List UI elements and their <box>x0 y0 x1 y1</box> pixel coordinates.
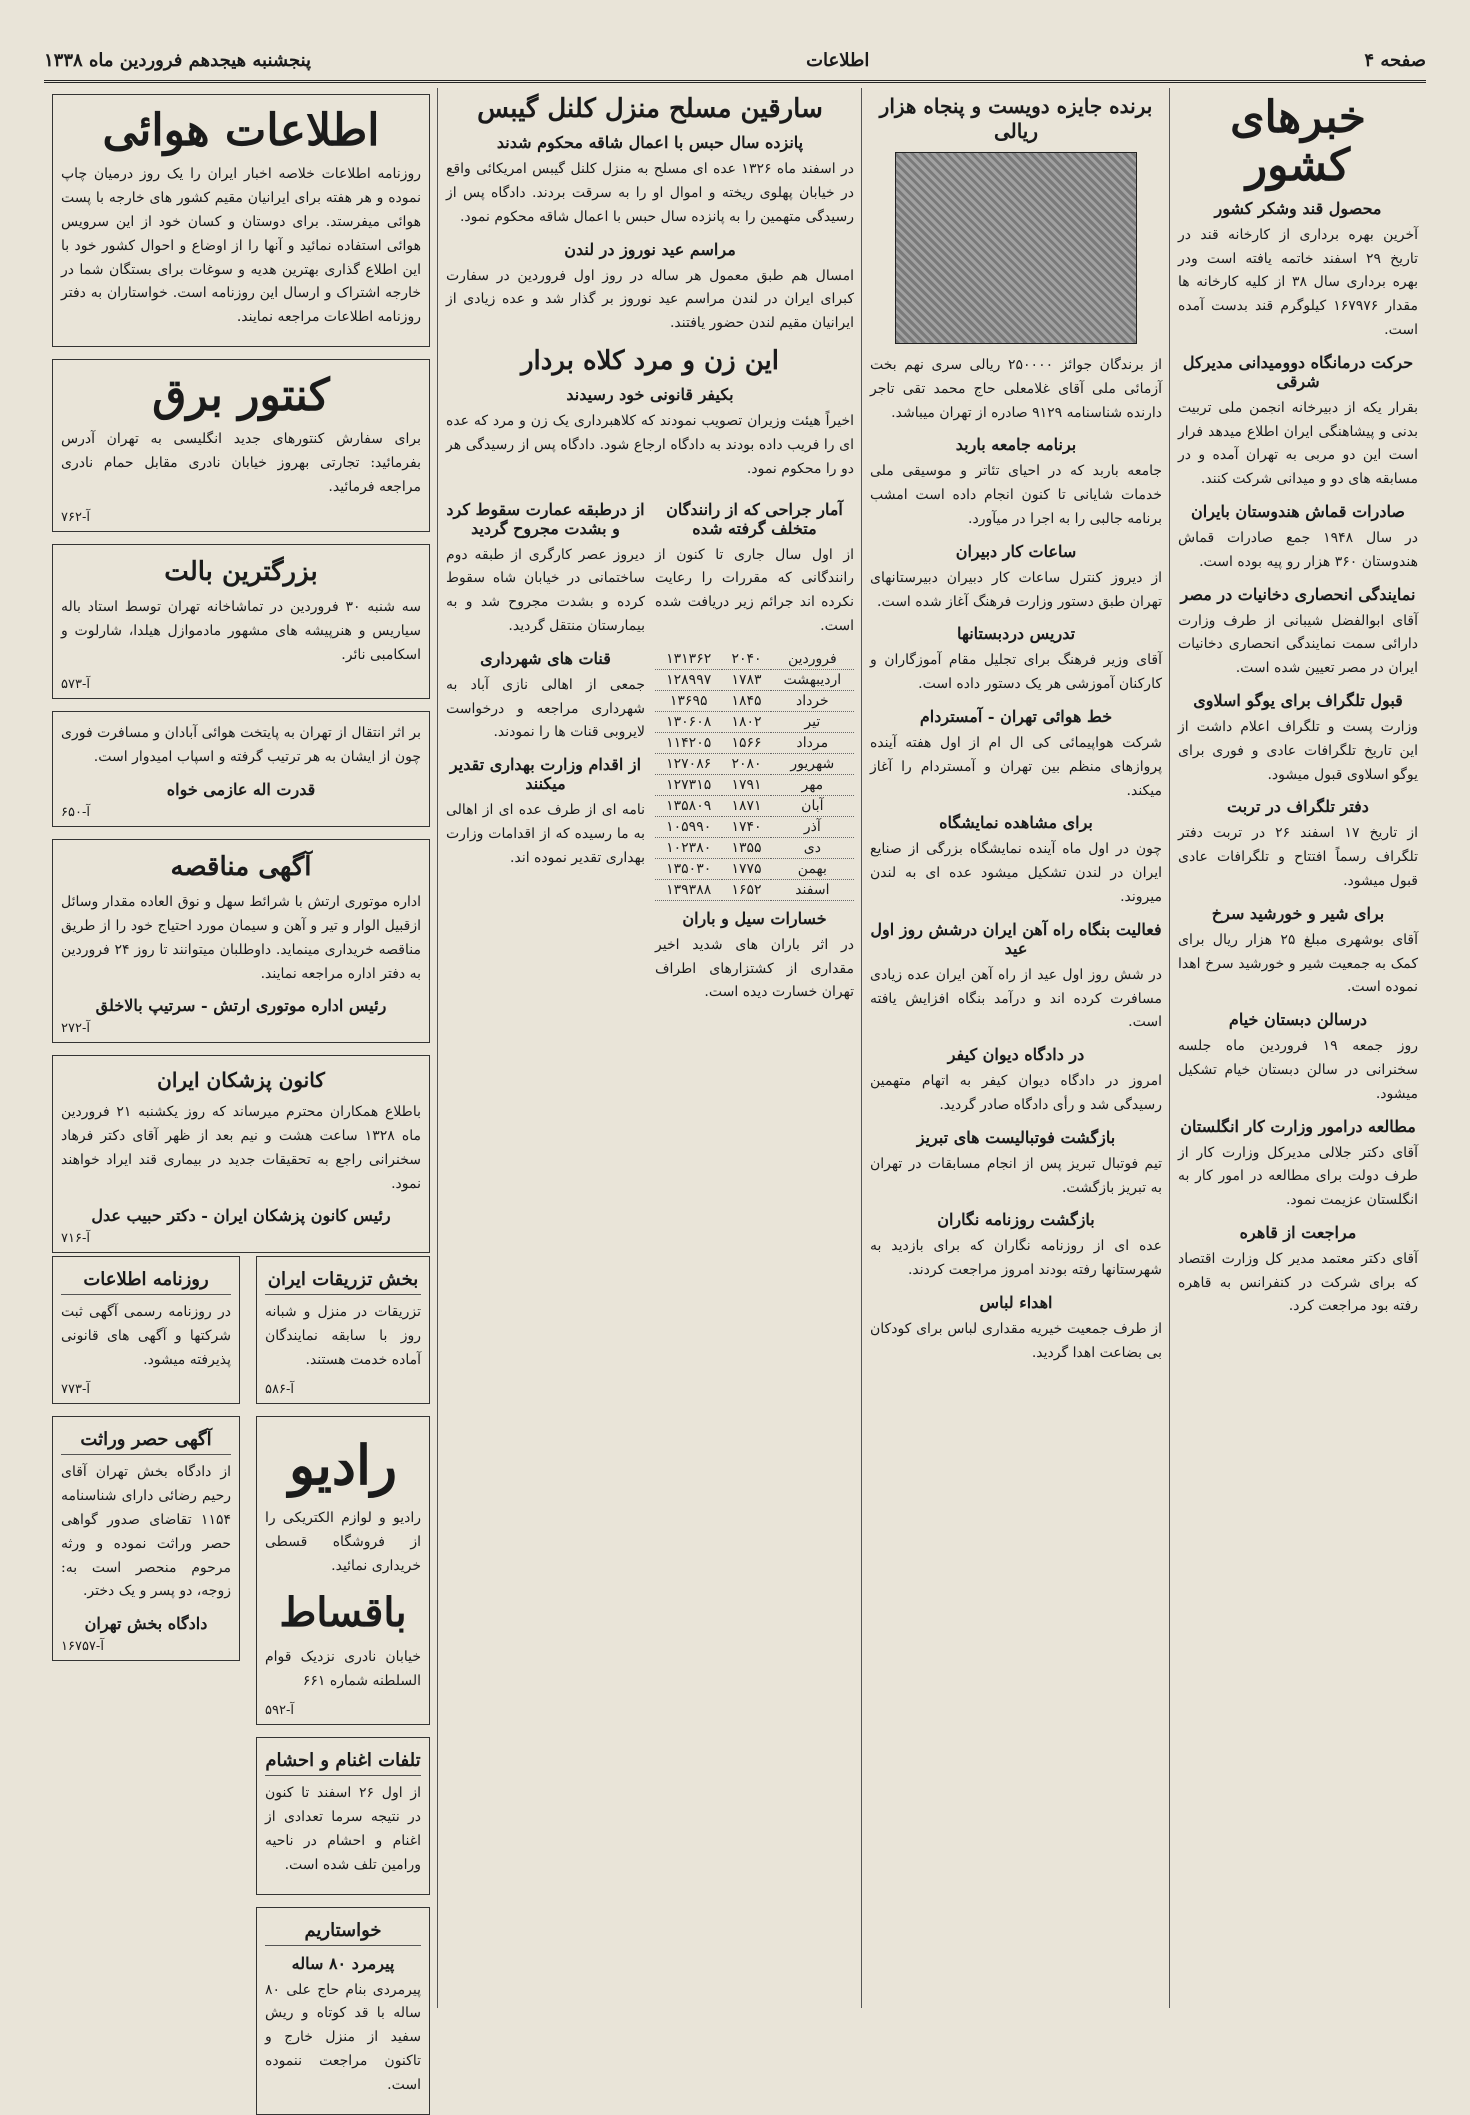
table-cell-amount: ۱۰۵۹۹۰ <box>655 816 722 837</box>
injection-ad <box>256 1256 430 1404</box>
news-heading: دفتر تلگراف در تربت <box>1227 797 1369 817</box>
nowruz-title: مراسم عید نوروز در لندن <box>564 239 736 259</box>
news-item <box>1178 904 1418 1000</box>
news-text: آخرین بهره برداری از کارخانه قند در تاریخ ۲۹ اسفند خاتمه یافته است ودر بهره برداری سال ۳۸ از کلیه کارخانه ها مقدار ۱۶۷۹۷۶ کیلوگرم قند بدست آمده است. <box>1178 226 1419 338</box>
fines-table <box>655 649 854 901</box>
flood-text: در اثر باران های شدید اخیر مقداری از کشتزارهای اطراف تهران خسارت دیده است. <box>655 936 854 1001</box>
injection-text: تزریقات در منزل و شبانه روز با سابقه نمایندگان آماده خدمت هستند. <box>265 1304 421 1368</box>
radio-brand: باقساط <box>279 1588 407 1636</box>
table-cell-count: ۱۳۵۵ <box>722 837 770 858</box>
news-text: آقای دکتر جلالی مدیرکل وزارت کار از طرف دولت برای مطالعه در امور کار به انگلستان عزیمت نمود. <box>1178 1144 1418 1209</box>
table-cell-amount: ۱۲۷۰۸۶ <box>655 753 722 774</box>
news-item <box>1178 199 1418 343</box>
table-cell-amount: ۱۳۱۳۶۲ <box>655 649 722 670</box>
journalists-text: عده ای از روزنامه نگاران که برای بازدید به شهرستانها رفته بودند امروز مراجعت کردند. <box>870 1238 1162 1279</box>
tender-title: آگهی مناقصه <box>170 851 312 882</box>
meter-ad <box>52 359 430 532</box>
building-section <box>446 492 645 1016</box>
health-text: نامه ای از طرف عده ای از اهالی به ما رسیده که از اقدامات وزارت بهداری تقدیر نموده اند. <box>446 802 645 866</box>
table-cell-month: مرداد <box>771 732 854 753</box>
doctors-sign: رئیس کانون پزشکان ایران - دکتر حبیب عدل <box>91 1206 391 1226</box>
table-cell-month: شهریور <box>771 753 854 774</box>
masthead <box>44 40 1426 83</box>
news-column <box>1170 88 1426 2008</box>
farewell-code: آ-۶۵۰ <box>61 804 90 820</box>
teaching-text: آقای وزیر فرهنگ برای تجلیل مقام آموزگاران و کارکنان آموزشی هر یک دستور داده است. <box>870 652 1162 693</box>
ballet-ad <box>52 544 430 700</box>
table-cell-count: ۱۶۵۲ <box>722 879 770 900</box>
hours-text: از دیروز کنترل ساعات کار دبیران دبیرستانهای تهران طبق دستور وزارت فرهنگ آغاز شده است. <box>870 569 1162 610</box>
tender-text: اداره موتوری ارتش با شرائط سهل و نوق العاده مقدار وسائل ازقبیل الوار و تیر و آهن و سیمان مورد احتیاج خود را از طریق مناقصه خریداری مینماید. داوطلبان میتوانند تا روز ۲۴ فروردین به دفتر اداره مراجعه نمایند. <box>61 894 421 982</box>
building-text: دیروز عصر کارگری از طبقه دوم ساختمانی در خیابان شاه سقوط کرده و بشدت مجروح شد و به بیمارستان منتقل گردید. <box>446 546 645 634</box>
nowruz-text: امسال هم طبق معمول هر ساله در روز اول فروردین در سفارت کبرای ایران در لندن مراسم عید نوروز بر گذار شد و عده زیادی از ایرانیان مقیم لندن حضور یافتند. <box>446 267 854 332</box>
clothes-text: از طرف جمعیت خیریه مقداری لباس برای کودکان بی بضاعت اهدا گردید. <box>870 1320 1162 1361</box>
news-item <box>1178 691 1418 787</box>
winner-photo <box>895 152 1137 344</box>
newspaper-ad-title: روزنامه اطلاعات <box>61 1269 231 1295</box>
court-text: امروز در دادگاه دیوان کیفر به اتهام متهمین رسیدگی شد و رأی دادگاه صادر گردید. <box>870 1073 1162 1113</box>
municipal-text: جمعی از اهالی نازی آباد به شهرداری مراجعه و درخواست لایروبی قنات ها را نمودند. <box>446 676 645 741</box>
exhibit-title: برای مشاهده نمایشگاه <box>939 813 1093 833</box>
news-text: بقرار یکه از دبیرخانه انجمن ملی تربیت بدنی و پیشاهنگی ایران اطلاع میدهد فرار است این دو مربی به تهران آمده و در مسابقه های دو و میدانی شرکت کنند. <box>1178 399 1418 488</box>
table-cell-month: آذر <box>771 816 854 837</box>
injection-code: آ-۵۸۶ <box>265 1382 294 1398</box>
table-cell-count: ۱۵۶۶ <box>722 732 770 753</box>
fraud-text: اخیراً هیئت وزیران تصویب نمودند که کلاهبرداری یک زن و مرد که عده ای را فریب داده بودند به دادگاه ارجاع شود. دادگاه پس از رسیدگی هر دو را محکوم نمود. <box>446 413 854 477</box>
missing-title: خواستاریم <box>265 1920 421 1946</box>
table-cell-month: خرداد <box>771 690 854 711</box>
news-text: آقای بوشهری مبلغ ۲۵ هزار ریال برای کمک به جمعیت شیر و خورشید سرخ اهدا نموده است. <box>1178 931 1419 996</box>
radio-address: خیابان نادری نزدیک قوام السلطنه شماره ۶۶۱ <box>265 1648 421 1689</box>
column-two <box>862 88 1170 2008</box>
fraud-subtitle: بکیفر قانونی خود رسیدند <box>566 385 734 405</box>
ads-column <box>44 88 438 1248</box>
news-text: آقای دکتر معتمد مدیر کل وزارت اقتصاد که برای شرکت در کنفرانس به قاهره رفته بود مراجعت کرد. <box>1178 1250 1418 1315</box>
radio-ad <box>256 1416 430 1725</box>
doctors-title: کانون پزشکان ایران <box>157 1068 325 1093</box>
table-cell-amount: ۱۳۵۰۳۰ <box>655 858 722 879</box>
news-heading: محصول قند وشکر کشور <box>1214 198 1382 218</box>
news-item <box>1178 585 1418 681</box>
air-info-text: روزنامه اطلاعات خلاصه اخبار ایران را یک روز درمیان چاپ نموده و هر هفته برای ایرانیان مقیم کشور های خارجه با پست هوائی میفرستد. برای دوستان و کسان خود از این سرویس هوائی استفاده نمائید و آنها را از اوضاع و احوال کشور خود با این اطلاع گذاری بهترین هدیه و سوغات برای بستگان شما در خارجه اشتراک و ارسال این روزنامه است. خواستاران به دفتر روزنامه اطلاعات مراجعه نمایند. <box>61 166 421 326</box>
news-item <box>1178 797 1418 893</box>
railway-text: در شش روز اول عید از راه آهن ایران عده زیادی مسافرت کرده اند و درآمد بنگاه افزایش یافته است. <box>870 966 1162 1031</box>
table-cell-amount: ۱۳۶۹۵ <box>655 690 722 711</box>
livestock-text: از اول ۲۶ اسفند تا کنون در نتیجه سرما تعدادی از اغنام و احشام در ناحیه ورامین تلف شده است. <box>265 1785 422 1873</box>
farewell-notice <box>52 711 430 827</box>
missing-text: پیرمردی بنام حاج علی ۸۰ ساله با قد کوتاه و ریش سفید از منزل خارج و تاکنون مراجعت ننموده است. <box>265 1981 421 2093</box>
table-cell-month: اسفند <box>771 879 854 900</box>
news-heading: مراجعت از قاهره <box>1239 1222 1357 1242</box>
table-cell-count: ۱۷۸۳ <box>722 669 770 690</box>
tabriz-title: بازگشت فوتبالیست های تبریز <box>916 1127 1116 1147</box>
bottom-left-a <box>248 1250 438 2093</box>
news-heading: صادرات قماش هندوستان بایران <box>1191 501 1405 521</box>
radio-text: رادیو و لوازم الکتریکی را از فروشگاه قسطی خریداری نمائید. <box>265 1510 421 1574</box>
table-cell-amount: ۱۰۲۳۸۰ <box>655 837 722 858</box>
inheritance-text: از دادگاه بخش تهران آقای رحیم رضائی دارای شناسنامه ۱۱۵۴ تقاضای صدور گواهی حصر وراثت نموده و ورثه مرحوم منحصر است به: زوجه، دو پسر و یک دختر. <box>61 1464 231 1600</box>
missing-subtitle: پیرمرد ۸۰ ساله <box>291 1953 395 1973</box>
clothes-title: اهداء لباس <box>979 1292 1053 1312</box>
news-heading: درسالن دبستان خیام <box>1228 1010 1368 1030</box>
ballet-text: سه شنبه ۳۰ فروردین در تماشاخانه تهران توسط استاد باله سیاریس و هنرپیشه های مشهور مادموازل هیلدا، شارلوت و اسکامبی نائر. <box>61 598 421 663</box>
radio-title: رادیو <box>288 1433 398 1498</box>
tender-ad <box>52 839 430 1043</box>
livestock-title: تلفات اغنام و احشام <box>265 1750 421 1776</box>
teaching-title: تدریس دردبستانها <box>956 624 1076 644</box>
news-text: آقای ابوالفضل شیبانی از طرف وزارت دارائی سمت نمایندگی انحصاری دخانیات ایران در مصر تعیین شده است. <box>1178 612 1418 677</box>
table-cell-amount: ۱۳۹۳۸۸ <box>655 879 722 900</box>
hours-title: ساعات کار دبیران <box>955 541 1077 561</box>
flood-title: خسارات سیل و باران <box>682 908 827 928</box>
news-item <box>1178 1117 1418 1213</box>
court-title: در دادگاه دیوان کیفر <box>947 1045 1085 1065</box>
table-row <box>655 816 854 837</box>
newspaper-ad-code: آ-۷۷۳ <box>61 1382 90 1398</box>
news-heading: برای شیر و خورشید سرخ <box>1211 903 1385 923</box>
fines-section <box>655 492 854 1016</box>
table-cell-month: آبان <box>771 795 854 816</box>
radio-code: آ-۵۹۲ <box>265 1703 294 1719</box>
table-cell-count: ۱۷۷۵ <box>722 858 770 879</box>
air-info-title: اطلاعات هوائی <box>102 105 380 156</box>
news-text: روز جمعه ۱۹ فروردین ماه جلسه سخنرانی در سالن دبستان خیام تشکیل میشود. <box>1178 1038 1418 1102</box>
table-cell-amount: ۱۳۰۶۰۸ <box>655 711 722 732</box>
railway-title: فعالیت بنگاه راه آهن ایران درشش روز اول عید <box>870 919 1162 958</box>
news-text: وزارت پست و تلگراف اعلام داشت از این تاریخ تلگرافات عادی و فوری برای یوگو اسلاوی قبول میشود. <box>1178 718 1418 783</box>
table-cell-count: ۲۰۴۰ <box>722 649 770 670</box>
newspaper-ad <box>52 1256 240 1404</box>
inheritance-code: آ-۱۶۷۵۷ <box>61 1639 104 1655</box>
ballet-code: آ-۵۷۳ <box>61 677 90 693</box>
news-text: از تاریخ ۱۷ اسفند ۲۶ در تربت دفتر تلگراف رسماً افتتاح و تلگرافات عادی قبول میشود. <box>1178 825 1418 889</box>
missing-notice <box>256 1907 430 2115</box>
doctors-text: باطلاع همکاران محترم میرساند که روز یکشنبه ۲۱ فروردین ماه ۱۳۲۸ ساعت هشت و نیم بعد از ظهر آقای دکتر فرهاد سخنرانی راجع به تحقیقات جدید در بیماری قند ایراد خواهند نمود. <box>61 1104 421 1192</box>
news-text: در سال ۱۹۴۸ جمع صادرات قماش هندوستان ۳۶۰ هزار رو پیه بوده است. <box>1178 529 1418 570</box>
bottom-left-b <box>44 1250 248 2008</box>
news-item <box>1178 502 1418 575</box>
kidnap-subtitle: پانزده سال حبس با اعمال شاقه محکوم شدند <box>496 133 804 153</box>
table-row <box>655 795 854 816</box>
kidnap-title: سارقین مسلح منزل کلنل گیبس <box>477 94 823 124</box>
table-row <box>655 774 854 795</box>
lower-split <box>446 492 854 1016</box>
table-cell-count: ۱۷۹۱ <box>722 774 770 795</box>
table-cell-month: دی <box>771 837 854 858</box>
kidnap-text: در اسفند ماه ۱۳۲۶ عده ای مسلح به منزل کلنل گیبس امریکائی واقع در خیابان پهلوی ریخته و اموال او را به سرقت بردند. دادگاه پس از رسیدگی متهمین را به پانزده سال حبس با اعمال شاقه محکوم نمود. <box>446 161 854 225</box>
program-title: برنامه جامعه باربد <box>955 435 1077 455</box>
news-heading: قبول تلگراف برای یوگو اسلاوی <box>1193 690 1403 710</box>
ballet-title: بزرگترین بالت <box>164 556 318 587</box>
issue-date: پنجشنبه هیجدهم فروردین ماه ۱۳۳۸ <box>44 49 312 71</box>
fines-text: از اول سال جاری تا کنون از رانندگانی که مقررات را رعایت نکرده اند جرائم زیر دریافت شده است. <box>655 546 854 634</box>
exhibit-text: چون در اول ماه آینده نمایشگاه بزرگی از صنایع ایران در لندن تشکیل میشود عده ای به لندن میروند. <box>870 841 1162 905</box>
inheritance-sign: دادگاه بخش تهران <box>84 1614 208 1634</box>
air-text: شرکت هواپیمائی کی ال ام از اول هفته آینده پروازهای منظم بین تهران و آمستردام را آغاز میکند. <box>870 734 1162 799</box>
table-row <box>655 837 854 858</box>
meter-code: آ-۷۶۲ <box>61 509 90 525</box>
table-cell-month: اردیبهشت <box>771 669 854 690</box>
program-text: جامعه باربد که در احیای تئاتر و موسیقی ملی خدمات شایانی تا کنون انجام داده است امشب برنامه جالبی را به اجرا در میآورد. <box>870 463 1162 527</box>
doctors-code: آ-۷۱۶ <box>61 1231 90 1247</box>
meter-text: برای سفارش کنتورهای جدید انگلیسی به تهران آدرس بفرمائید: تجارتی بهروز خیابان نادری مقابل حمام نادری مراجعه فرمائید. <box>61 431 421 495</box>
table-row <box>655 879 854 900</box>
table-cell-month: بهمن <box>771 858 854 879</box>
building-title: از درطبقه عمارت سقوط کرد و بشدت مجروح گردید <box>446 499 645 538</box>
table-cell-month: تیر <box>771 711 854 732</box>
news-heading: مطالعه درامور وزارت کار انگلستان <box>1180 1116 1416 1136</box>
table-row <box>655 711 854 732</box>
table-cell-month: مهر <box>771 774 854 795</box>
table-row <box>655 649 854 670</box>
table-row <box>655 858 854 879</box>
winner-title: برنده جایزه دویست و پنجاه هزار ریالی <box>879 94 1153 143</box>
table-cell-amount: ۱۲۸۹۹۷ <box>655 669 722 690</box>
air-info-box <box>52 94 430 347</box>
table-row <box>655 732 854 753</box>
table-cell-count: ۱۷۴۰ <box>722 816 770 837</box>
winner-text: از برندگان جوائز ۲۵۰۰۰۰ ریالی سری نهم بخت آزمائی ملی آقای غلامعلی حاج محمد تقی تاجر دارنده شناسنامه ۹۱۲۹ صادره از تهران میباشد. <box>870 357 1163 421</box>
table-row <box>655 690 854 711</box>
tender-code: آ-۲۷۲ <box>61 1021 90 1037</box>
table-row <box>655 669 854 690</box>
health-title: از اقدام وزارت بهداری تقدیر میکنند <box>449 755 642 794</box>
injection-title: بخش تزریقات ایران <box>265 1269 421 1295</box>
news-item <box>1178 353 1418 492</box>
tender-sign: رئیس اداره موتوری ارتش - سرتیپ بالاخلق <box>95 996 387 1016</box>
table-row <box>655 753 854 774</box>
farewell-text: بر اثر انتقال از تهران به پایتخت هوائی آبادان و مسافرت فوری چون از ایشان به هر ترتیب گرفته و اسپاب امیدوار است. <box>61 725 421 766</box>
fraud-title: این زن و مرد کلاه بردار <box>520 345 780 376</box>
newspaper-name: اطلاعات <box>806 49 870 71</box>
page-label: صفحه ۴ <box>1364 49 1426 71</box>
table-cell-count: ۲۰۸۰ <box>722 753 770 774</box>
news-heading: حرکت درمانگاه دوومیدانی مدیرکل شرقی <box>1182 352 1414 391</box>
table-cell-amount: ۱۱۴۲۰۵ <box>655 732 722 753</box>
newspaper-ad-text: در روزنامه رسمی آگهی ثبت شرکتها و آگهی های قانونی پذیرفته میشود. <box>61 1304 231 1368</box>
air-title: خط هوائی تهران - آمستردام <box>919 706 1113 726</box>
column-three <box>438 88 862 2008</box>
table-cell-count: ۱۸۰۲ <box>722 711 770 732</box>
doctors-notice <box>52 1055 430 1253</box>
table-cell-count: ۱۸۴۵ <box>722 690 770 711</box>
livestock-notice <box>256 1737 430 1894</box>
meter-title: کنتور برق <box>152 369 330 421</box>
tabriz-text: تیم فوتبال تبریز پس از انجام مسابقات در تهران به تبریز بازگشت. <box>870 1155 1162 1196</box>
journalists-title: بازگشت روزنامه نگاران <box>937 1210 1095 1230</box>
farewell-sign: قدرت اله عازمی خواه <box>166 779 316 799</box>
table-cell-amount: ۱۲۷۳۱۵ <box>655 774 722 795</box>
municipal-title: قنات های شهرداری <box>480 648 611 668</box>
table-cell-count: ۱۸۷۱ <box>722 795 770 816</box>
news-item <box>1178 1223 1418 1319</box>
inheritance-title: آگهی حصر وراثت <box>61 1429 231 1455</box>
fines-title: آمار جراحی که از رانندگان متخلف گرفته شده <box>666 499 843 538</box>
table-cell-month: فروردین <box>771 649 854 670</box>
inheritance-notice <box>52 1416 240 1661</box>
news-item <box>1178 1010 1418 1106</box>
news-section-title: خبرهای کشور <box>1230 92 1366 192</box>
table-cell-amount: ۱۳۵۸۰۹ <box>655 795 722 816</box>
news-heading: نمایندگی انحصاری دخانیات در مصر <box>1180 584 1416 604</box>
